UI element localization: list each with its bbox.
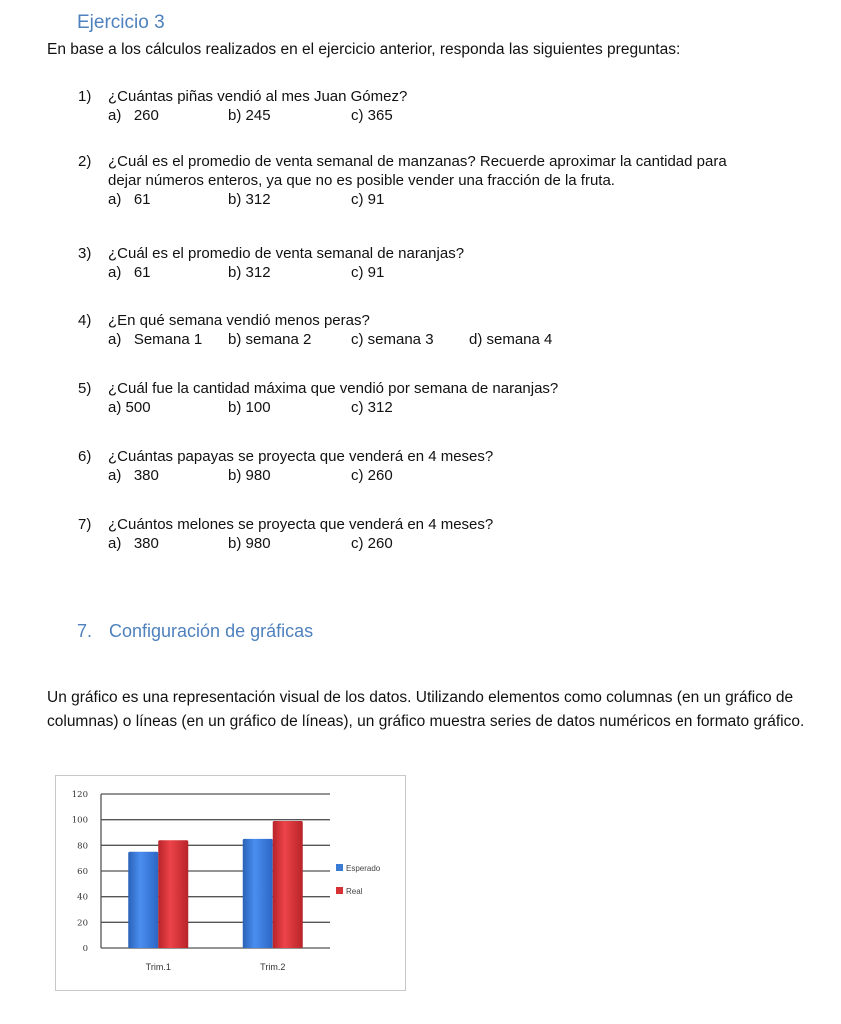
section-title: Configuración de gráficas	[109, 621, 314, 641]
y-tick-label: 120	[71, 790, 88, 800]
question-text: ¿Cuál fue la cantidad máxima que vendió por semana de naranjas?	[108, 380, 559, 397]
answer-option-a: a) 500	[108, 399, 151, 416]
legend-swatch-esperado	[336, 864, 343, 871]
answer-option-a: a) Semana 1	[108, 331, 203, 348]
legend-swatch-real	[336, 887, 343, 894]
answer-option-b: b) 980	[228, 467, 271, 484]
question-text-continued: dejar números enteros, ya que no es posible vender una fracción de la fruta.	[108, 172, 615, 189]
y-tick-label: 60	[77, 867, 88, 877]
question-text: ¿Cuántos melones se proyecta que venderá en 4 meses?	[108, 516, 494, 533]
answer-option-a: a) 61	[108, 264, 151, 281]
answer-option-c: c) 91	[351, 264, 385, 281]
exercise-title: Ejercicio 3	[77, 12, 165, 33]
question-7	[78, 516, 493, 557]
question-line	[78, 380, 558, 397]
question-1	[78, 88, 407, 129]
answer-option-b: b) 980	[228, 535, 271, 552]
answer-option-c: c) semana 3	[351, 331, 434, 348]
bar-real-trim2	[273, 821, 303, 948]
bar-esperado-trim2	[243, 839, 273, 948]
answer-option-c: c) 260	[351, 535, 393, 552]
question-line	[78, 245, 464, 262]
y-tick-label: 100	[71, 815, 88, 826]
question-line	[78, 448, 493, 465]
legend-label-esperado: Esperado	[346, 864, 381, 873]
answer-options	[78, 467, 493, 489]
question-number: 3)	[78, 245, 92, 262]
question-5	[78, 380, 558, 421]
answer-options	[78, 331, 553, 353]
answer-option-b: b) 312	[228, 264, 271, 281]
section-heading	[77, 621, 313, 642]
question-text: ¿Cuál es el promedio de venta semanal de manzanas? Recuerde aproximar la cantidad para	[108, 153, 727, 170]
question-number: 5)	[78, 380, 92, 397]
answer-option-c: c) 260	[351, 467, 393, 484]
question-line	[78, 88, 407, 105]
question-number: 7)	[78, 516, 92, 533]
answer-option-c: c) 312	[351, 399, 393, 416]
answer-option-b: b) semana 2	[228, 331, 312, 348]
answer-options	[78, 191, 727, 213]
chart-svg	[56, 776, 405, 990]
answer-option-c: c) 91	[351, 191, 385, 208]
y-tick-label: 40	[77, 892, 88, 903]
question-6	[78, 448, 493, 489]
answer-option-b: b) 100	[228, 399, 271, 416]
y-tick-label: 80	[77, 841, 88, 852]
question-number: 4)	[78, 312, 92, 329]
question-2	[78, 153, 727, 213]
question-number: 2)	[78, 153, 92, 170]
answer-options	[78, 264, 464, 286]
question-line	[78, 516, 493, 533]
answer-option-c: c) 365	[351, 107, 393, 124]
bar-esperado-trim1	[128, 852, 158, 948]
question-text: ¿Cuántas piñas vendió al mes Juan Gómez?	[108, 88, 408, 105]
question-line	[78, 153, 727, 170]
question-4	[78, 312, 553, 353]
answer-options	[78, 107, 407, 129]
bar-real-trim1	[158, 840, 188, 948]
section-number: 7.	[77, 621, 93, 641]
x-tick-label: Trim.2	[260, 962, 286, 972]
y-tick-label: 0	[82, 944, 88, 954]
paragraph: Un gráfico es una representación visual de los datos. Utilizando elementos como columnas (en un gráfico de columnas) o líneas (en un gráfico de líneas), un gráfico muestra series de datos numéricos en formato gráfico.	[47, 689, 805, 730]
answer-options	[78, 399, 558, 421]
x-tick-label: Trim.1	[145, 962, 171, 972]
question-number: 6)	[78, 448, 92, 465]
answer-option-a: a) 61	[108, 191, 151, 208]
answer-option-b: b) 245	[228, 107, 271, 124]
legend-label-real: Real	[346, 887, 363, 896]
answer-option-a: a) 380	[108, 535, 159, 552]
y-tick-label: 20	[77, 918, 88, 929]
question-line	[78, 312, 370, 329]
answer-option-d: d) semana 4	[469, 331, 553, 348]
question-text: ¿Cuántas papayas se proyecta que venderá en 4 meses?	[108, 448, 494, 465]
answer-option-a: a) 260	[108, 107, 159, 124]
answer-options	[78, 535, 493, 557]
bar-chart	[55, 775, 406, 991]
question-3	[78, 245, 464, 286]
intro-text: En base a los cálculos realizados en el ejercicio anterior, responda las siguientes preguntas:	[47, 41, 681, 58]
answer-option-b: b) 312	[228, 191, 271, 208]
answer-option-a: a) 380	[108, 467, 159, 484]
question-text: ¿En qué semana vendió menos peras?	[108, 312, 370, 329]
question-number: 1)	[78, 88, 92, 105]
question-text: ¿Cuál es el promedio de venta semanal de naranjas?	[108, 245, 465, 262]
